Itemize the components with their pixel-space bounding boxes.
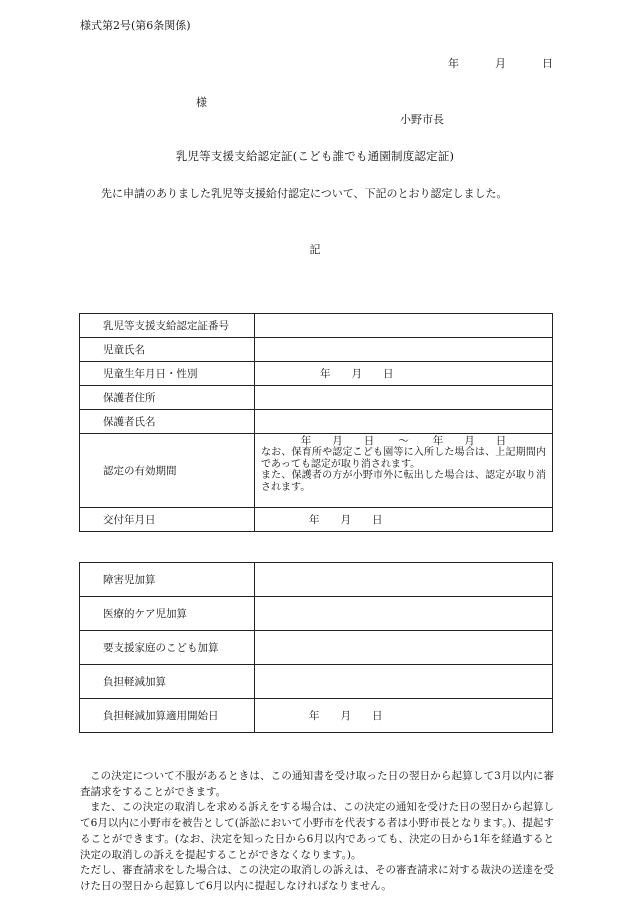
row-label: 保護者住所: [80, 386, 255, 410]
table-row: [80, 338, 553, 362]
table-row: [80, 665, 553, 699]
recipient-suffix: 様: [196, 96, 207, 109]
table-row: [80, 386, 553, 410]
row-label: 児童生年月日・性別: [80, 362, 255, 386]
table-row: [80, 563, 553, 597]
issue-date-line: [448, 55, 553, 71]
period-note-1: なお、保育所や認定こども園等に入所した場合は、上記期間内であっても認定が取り消されます。: [261, 447, 546, 470]
birthdate-placeholder: 年 月 日: [320, 368, 394, 380]
row-label: 負担軽減加算: [80, 665, 255, 699]
period-note-2: また、保護者の方が小野市外に転出した場合は、認定が取り消されます。: [261, 470, 546, 493]
row-label: 認定の有効期間: [80, 434, 255, 508]
certificate-table: [79, 313, 553, 532]
table-row-validity-period: [80, 434, 553, 508]
row-value: [255, 699, 553, 733]
row-value: [255, 597, 553, 631]
row-value: [255, 508, 553, 532]
row-value: [255, 386, 553, 410]
document-title: 乳児等支援支給認定証(こども誰でも通園制度認定証): [175, 149, 455, 163]
burden-start-date-placeholder: 年 月 日: [309, 710, 383, 722]
notice-paragraph: また、この決定の取消しを求める訴えをする場合は、この決定の通知を受けた日の翌日から起算して6月以内に小野市を被告として(訴訟において小野市を代表する者は小野市長となります。)、提起することができます。(なお、決定を知った日から6月以内であっても、決定の日から1年を経過すると決定の取消しの訴えを提起することができなくなります。)。: [80, 801, 555, 861]
table-row: [80, 508, 553, 532]
row-value: [255, 665, 553, 699]
table-row: [80, 631, 553, 665]
period-start: 年 月 日: [300, 435, 375, 447]
table-row: [80, 699, 553, 733]
row-label: 保護者氏名: [80, 410, 255, 434]
row-label: 負担軽減加算適用開始日: [80, 699, 255, 733]
row-label: 要支援家庭のこども加算: [80, 631, 255, 665]
date-month: 月: [495, 57, 506, 70]
notice-paragraph: この決定について不服があるときは、この通知書を受け取った日の翌日から起算して3月以内に審査請求をすることができます。: [80, 770, 554, 798]
row-label: 児童氏名: [80, 338, 255, 362]
row-value: [255, 314, 553, 338]
row-label: 障害児加算: [80, 563, 255, 597]
intro-text: 先に申請のありました乳児等支援給付認定について、下記のとおり認定しました。: [101, 187, 508, 200]
date-year: 年: [448, 57, 459, 70]
row-value: [255, 563, 553, 597]
date-day: 日: [542, 57, 553, 70]
issuer-name: 小野市長: [400, 113, 444, 126]
row-label: 医療的ケア児加算: [80, 597, 255, 631]
table-row: [80, 314, 553, 338]
ki-marker: 記: [309, 243, 321, 256]
row-value: [255, 410, 553, 434]
table-row: [80, 597, 553, 631]
row-label: 乳児等支援支給認定証番号: [80, 314, 255, 338]
row-value: [255, 338, 553, 362]
table-row: [80, 362, 553, 386]
row-value: [255, 362, 553, 386]
notice-paragraph: ただし、審査請求をした場合は、この決定の取消しの訴えは、その審査請求に対する裁決の送達を受けた日の翌日から起算して6月以内に提起しなければなりません。: [80, 864, 554, 892]
period-range: [261, 435, 546, 447]
validity-period-value: [255, 434, 553, 508]
row-value: [255, 631, 553, 665]
period-tilde: ～: [398, 435, 409, 447]
row-label: 交付年月日: [80, 508, 255, 532]
table-row: [80, 410, 553, 434]
issue-date-placeholder: 年 月 日: [309, 514, 383, 526]
appeal-notice: [80, 769, 554, 895]
additions-table: [79, 562, 553, 733]
form-number: 様式第2号(第6条関係): [80, 19, 191, 32]
period-end: 年 月 日: [432, 435, 507, 447]
